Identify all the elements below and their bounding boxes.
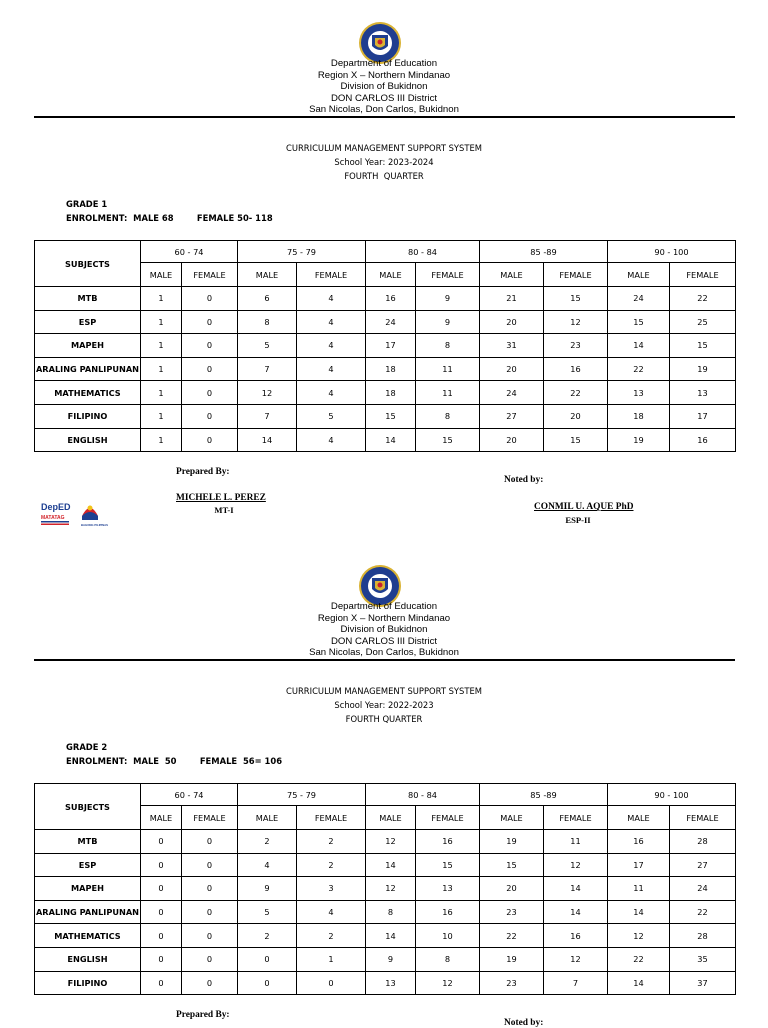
female-count-cell: 14 xyxy=(544,900,608,924)
male-count-cell: 18 xyxy=(366,357,416,381)
female-count-cell: 28 xyxy=(670,830,736,854)
male-count-cell: 1 xyxy=(141,334,182,358)
male-header: MALE xyxy=(141,806,182,830)
female-count-cell: 22 xyxy=(544,381,608,405)
male-count-cell: 14 xyxy=(366,924,416,948)
male-count-cell: 14 xyxy=(608,334,670,358)
female-count-cell: 0 xyxy=(182,287,238,311)
male-count-cell: 4 xyxy=(238,853,297,877)
range-header: 85 -89 xyxy=(480,241,608,263)
noted-by-name: CONMIL U. AQUE PhD xyxy=(534,502,634,512)
deped-logo-text: DepED xyxy=(41,502,71,512)
male-header: MALE xyxy=(141,263,182,287)
male-count-cell: 12 xyxy=(366,877,416,901)
female-count-cell: 0 xyxy=(182,877,238,901)
header-line: Region X – Northern Mindanao xyxy=(317,612,451,624)
female-count-cell: 0 xyxy=(182,947,238,971)
male-header: MALE xyxy=(608,263,670,287)
male-count-cell: 0 xyxy=(141,947,182,971)
male-count-cell: 2 xyxy=(238,924,297,948)
female-count-cell: 16 xyxy=(416,830,480,854)
male-count-cell: 20 xyxy=(480,357,544,381)
male-header: MALE xyxy=(608,806,670,830)
female-count-cell: 2 xyxy=(297,830,366,854)
female-count-cell: 0 xyxy=(182,900,238,924)
header-line: San Nicolas, Don Carlos, Bukidnon xyxy=(309,647,459,658)
header-line: Region X – Northern Mindanao xyxy=(317,69,451,81)
female-count-cell: 2 xyxy=(297,853,366,877)
male-count-cell: 27 xyxy=(480,404,544,428)
male-count-cell: 0 xyxy=(141,877,182,901)
female-header: FEMALE xyxy=(544,806,608,830)
female-count-cell: 0 xyxy=(182,357,238,381)
table-row xyxy=(35,404,736,428)
female-count-cell: 8 xyxy=(416,947,480,971)
male-count-cell: 15 xyxy=(480,853,544,877)
subjects-header: SUBJECTS xyxy=(35,784,141,830)
male-count-cell: 19 xyxy=(480,830,544,854)
female-count-cell: 23 xyxy=(544,334,608,358)
female-count-cell: 15 xyxy=(416,428,480,452)
range-header: 60 - 74 xyxy=(141,241,238,263)
header-line: DON CARLOS III District xyxy=(330,92,438,104)
male-count-cell: 16 xyxy=(608,830,670,854)
female-count-cell: 4 xyxy=(297,334,366,358)
table-row xyxy=(35,971,736,995)
female-header: FEMALE xyxy=(182,806,238,830)
female-count-cell: 24 xyxy=(670,877,736,901)
male-count-cell: 12 xyxy=(366,830,416,854)
male-count-cell: 13 xyxy=(608,381,670,405)
table-row xyxy=(35,381,736,405)
female-count-cell: 7 xyxy=(544,971,608,995)
female-count-cell: 4 xyxy=(297,900,366,924)
report-grade-2 xyxy=(0,543,768,1028)
male-header: MALE xyxy=(366,806,416,830)
male-count-cell: 21 xyxy=(480,287,544,311)
male-count-cell: 0 xyxy=(141,971,182,995)
female-count-cell: 14 xyxy=(544,877,608,901)
female-count-cell: 4 xyxy=(297,428,366,452)
female-count-cell: 12 xyxy=(544,310,608,334)
table-row xyxy=(35,853,736,877)
enrolment-label: ENROLMENT: MALE 50 FEMALE 56= 106 xyxy=(66,756,283,766)
female-count-cell: 35 xyxy=(670,947,736,971)
female-count-cell: 15 xyxy=(670,334,736,358)
header-line: Division of Bukidnon xyxy=(340,81,428,92)
system-title: CURRICULUM MANAGEMENT SUPPORT SYSTEM xyxy=(286,686,482,696)
female-count-cell: 4 xyxy=(297,381,366,405)
female-count-cell: 15 xyxy=(544,287,608,311)
grades-table xyxy=(34,783,736,995)
female-count-cell: 16 xyxy=(670,428,736,452)
male-count-cell: 9 xyxy=(366,947,416,971)
system-title: CURRICULUM MANAGEMENT SUPPORT SYSTEM xyxy=(286,143,482,153)
female-count-cell: 0 xyxy=(182,924,238,948)
female-count-cell: 0 xyxy=(182,971,238,995)
male-count-cell: 19 xyxy=(608,428,670,452)
male-count-cell: 1 xyxy=(141,381,182,405)
male-header: MALE xyxy=(480,806,544,830)
subjects-header: SUBJECTS xyxy=(35,241,141,287)
table-row xyxy=(35,357,736,381)
header-divider xyxy=(34,116,735,118)
male-count-cell: 5 xyxy=(238,334,297,358)
male-count-cell: 14 xyxy=(238,428,297,452)
female-count-cell: 13 xyxy=(670,381,736,405)
range-header: 75 - 79 xyxy=(238,784,366,806)
female-header: FEMALE xyxy=(544,263,608,287)
school-year: School Year: 2023-2024 xyxy=(334,157,434,167)
subject-cell: ESP xyxy=(35,853,141,877)
male-count-cell: 19 xyxy=(480,947,544,971)
female-count-cell: 25 xyxy=(670,310,736,334)
subject-cell: FILIPINO xyxy=(35,404,141,428)
female-count-cell: 12 xyxy=(544,853,608,877)
female-count-cell: 5 xyxy=(297,404,366,428)
male-count-cell: 14 xyxy=(366,853,416,877)
male-count-cell: 0 xyxy=(141,924,182,948)
male-header: MALE xyxy=(238,263,297,287)
subject-cell: MATHEMATICS xyxy=(35,924,141,948)
female-count-cell: 4 xyxy=(297,357,366,381)
female-count-cell: 0 xyxy=(182,381,238,405)
female-count-cell: 20 xyxy=(544,404,608,428)
quarter: FOURTH QUARTER xyxy=(344,171,424,181)
range-header: 80 - 84 xyxy=(366,784,480,806)
male-count-cell: 5 xyxy=(238,900,297,924)
quarter: FOURTH QUARTER xyxy=(345,714,423,724)
prepared-by-label: Prepared By: xyxy=(176,467,230,477)
female-count-cell: 22 xyxy=(670,287,736,311)
table-row xyxy=(35,924,736,948)
female-count-cell: 11 xyxy=(416,381,480,405)
female-count-cell: 0 xyxy=(297,971,366,995)
enrolment-label: ENROLMENT: MALE 68 FEMALE 50- 118 xyxy=(66,213,273,223)
female-header: FEMALE xyxy=(182,263,238,287)
matatag-logo-text: MATATAG xyxy=(41,515,65,521)
female-count-cell: 22 xyxy=(670,900,736,924)
header-line: Division of Bukidnon xyxy=(340,624,428,635)
female-header: FEMALE xyxy=(670,806,736,830)
male-count-cell: 0 xyxy=(238,947,297,971)
male-header: MALE xyxy=(366,263,416,287)
female-count-cell: 8 xyxy=(416,404,480,428)
table-row xyxy=(35,830,736,854)
male-count-cell: 17 xyxy=(366,334,416,358)
male-count-cell: 8 xyxy=(238,310,297,334)
range-header: 90 - 100 xyxy=(608,241,736,263)
male-count-cell: 22 xyxy=(608,947,670,971)
male-count-cell: 22 xyxy=(608,357,670,381)
male-count-cell: 1 xyxy=(141,428,182,452)
female-count-cell: 11 xyxy=(544,830,608,854)
range-header: 85 -89 xyxy=(480,784,608,806)
female-count-cell: 11 xyxy=(416,357,480,381)
male-header: MALE xyxy=(238,806,297,830)
male-count-cell: 0 xyxy=(238,971,297,995)
range-header: 80 - 84 xyxy=(366,241,480,263)
table-row xyxy=(35,310,736,334)
female-header: FEMALE xyxy=(416,806,480,830)
grade-label: GRADE 2 xyxy=(66,742,108,752)
male-count-cell: 20 xyxy=(480,428,544,452)
range-header: 90 - 100 xyxy=(608,784,736,806)
female-count-cell: 28 xyxy=(670,924,736,948)
bagong-pilipinas-logo-text: BAGONG PILIPINAS xyxy=(81,523,109,527)
table-row xyxy=(35,287,736,311)
subject-cell: MTB xyxy=(35,830,141,854)
male-count-cell: 18 xyxy=(608,404,670,428)
table-row xyxy=(35,428,736,452)
male-count-cell: 1 xyxy=(141,287,182,311)
female-count-cell: 12 xyxy=(416,971,480,995)
prepared-by-label: Prepared By: xyxy=(176,1010,230,1020)
prepared-by-name: MICHELE L. PEREZ xyxy=(176,493,266,503)
table-row xyxy=(35,947,736,971)
noted-by-position: ESP-II xyxy=(565,515,591,525)
male-count-cell: 23 xyxy=(480,900,544,924)
female-count-cell: 15 xyxy=(416,853,480,877)
female-count-cell: 0 xyxy=(182,404,238,428)
male-count-cell: 20 xyxy=(480,310,544,334)
female-count-cell: 0 xyxy=(182,853,238,877)
male-count-cell: 1 xyxy=(141,310,182,334)
male-count-cell: 17 xyxy=(608,853,670,877)
male-count-cell: 14 xyxy=(608,971,670,995)
male-count-cell: 11 xyxy=(608,877,670,901)
female-count-cell: 0 xyxy=(182,830,238,854)
female-count-cell: 16 xyxy=(544,357,608,381)
subject-cell: FILIPINO xyxy=(35,971,141,995)
grade-label: GRADE 1 xyxy=(66,199,108,209)
male-count-cell: 20 xyxy=(480,877,544,901)
male-count-cell: 1 xyxy=(141,357,182,381)
male-count-cell: 0 xyxy=(141,830,182,854)
noted-by-label: Noted by: xyxy=(504,475,544,485)
female-count-cell: 16 xyxy=(544,924,608,948)
female-header: FEMALE xyxy=(670,263,736,287)
female-header: FEMALE xyxy=(297,263,366,287)
female-count-cell: 8 xyxy=(416,334,480,358)
female-count-cell: 1 xyxy=(297,947,366,971)
female-count-cell: 15 xyxy=(544,428,608,452)
female-count-cell: 3 xyxy=(297,877,366,901)
female-count-cell: 27 xyxy=(670,853,736,877)
male-count-cell: 22 xyxy=(480,924,544,948)
male-count-cell: 7 xyxy=(238,404,297,428)
subject-cell: MTB xyxy=(35,287,141,311)
female-count-cell: 19 xyxy=(670,357,736,381)
subject-cell: ARALING PANLIPUNAN xyxy=(35,357,141,381)
range-header: 60 - 74 xyxy=(141,784,238,806)
male-count-cell: 8 xyxy=(366,900,416,924)
female-count-cell: 12 xyxy=(544,947,608,971)
male-count-cell: 2 xyxy=(238,830,297,854)
female-count-cell: 37 xyxy=(670,971,736,995)
header-line: Department of Education xyxy=(330,601,438,612)
subject-cell: ENGLISH xyxy=(35,428,141,452)
female-count-cell: 4 xyxy=(297,310,366,334)
male-count-cell: 13 xyxy=(366,971,416,995)
male-count-cell: 23 xyxy=(480,971,544,995)
male-count-cell: 18 xyxy=(366,381,416,405)
female-count-cell: 17 xyxy=(670,404,736,428)
range-header: 75 - 79 xyxy=(238,241,366,263)
subject-cell: MAPEH xyxy=(35,334,141,358)
male-count-cell: 24 xyxy=(480,381,544,405)
male-count-cell: 15 xyxy=(366,404,416,428)
male-count-cell: 9 xyxy=(238,877,297,901)
male-header: MALE xyxy=(480,263,544,287)
school-year: School Year: 2022-2023 xyxy=(334,700,434,710)
female-count-cell: 9 xyxy=(416,310,480,334)
subject-cell: MATHEMATICS xyxy=(35,381,141,405)
male-count-cell: 6 xyxy=(238,287,297,311)
noted-by-label: Noted by: xyxy=(504,1018,544,1028)
subject-cell: MAPEH xyxy=(35,877,141,901)
male-count-cell: 14 xyxy=(366,428,416,452)
female-count-cell: 10 xyxy=(416,924,480,948)
female-count-cell: 0 xyxy=(182,428,238,452)
male-count-cell: 12 xyxy=(238,381,297,405)
male-count-cell: 16 xyxy=(366,287,416,311)
table-row xyxy=(35,900,736,924)
header-line: DON CARLOS III District xyxy=(330,635,438,647)
male-count-cell: 0 xyxy=(141,853,182,877)
male-count-cell: 24 xyxy=(608,287,670,311)
male-count-cell: 14 xyxy=(608,900,670,924)
female-count-cell: 0 xyxy=(182,310,238,334)
female-count-cell: 16 xyxy=(416,900,480,924)
subject-cell: ENGLISH xyxy=(35,947,141,971)
prepared-by-position: MT-I xyxy=(214,505,234,515)
deped-matatag-logo-icon xyxy=(40,498,109,528)
female-count-cell: 4 xyxy=(297,287,366,311)
male-count-cell: 24 xyxy=(366,310,416,334)
table-row xyxy=(35,334,736,358)
female-header: FEMALE xyxy=(416,263,480,287)
subject-cell: ARALING PANLIPUNAN xyxy=(35,900,141,924)
male-count-cell: 1 xyxy=(141,404,182,428)
female-count-cell: 0 xyxy=(182,334,238,358)
female-count-cell: 9 xyxy=(416,287,480,311)
table-row xyxy=(35,877,736,901)
header-divider xyxy=(34,659,735,661)
female-header: FEMALE xyxy=(297,806,366,830)
male-count-cell: 12 xyxy=(608,924,670,948)
subject-cell: ESP xyxy=(35,310,141,334)
male-count-cell: 31 xyxy=(480,334,544,358)
header-line: Department of Education xyxy=(330,58,438,69)
female-count-cell: 2 xyxy=(297,924,366,948)
header-line: San Nicolas, Don Carlos, Bukidnon xyxy=(309,104,459,115)
male-count-cell: 0 xyxy=(141,900,182,924)
female-count-cell: 13 xyxy=(416,877,480,901)
grades-table xyxy=(34,240,736,452)
male-count-cell: 15 xyxy=(608,310,670,334)
male-count-cell: 7 xyxy=(238,357,297,381)
